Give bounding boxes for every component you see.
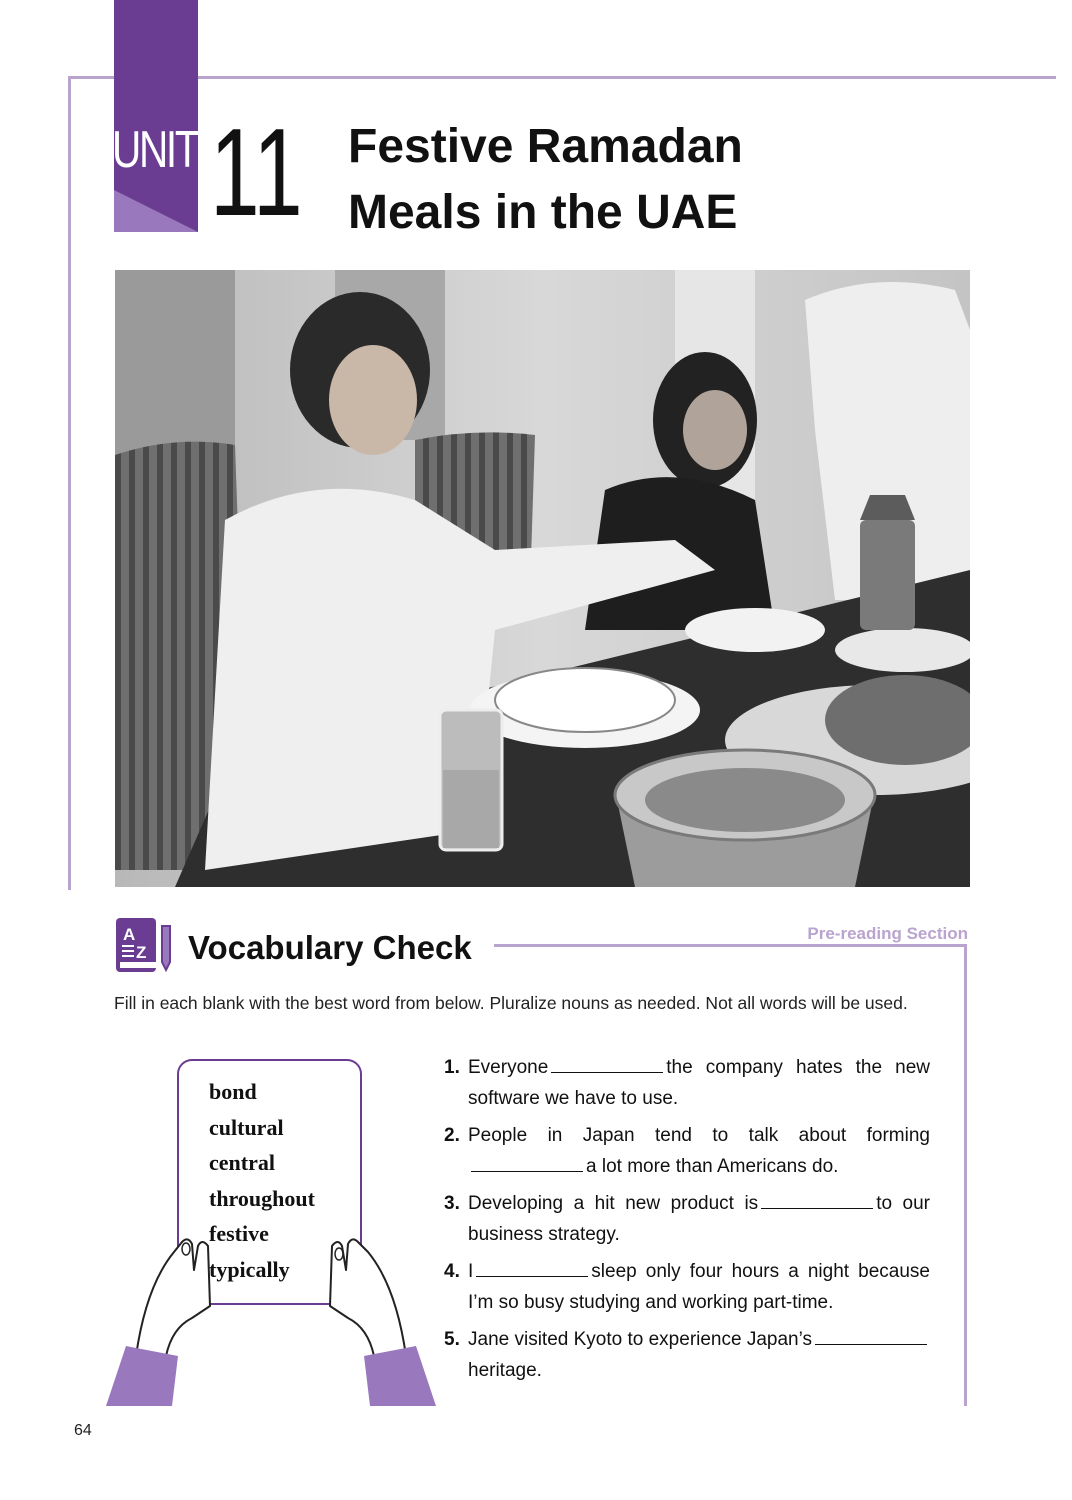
exercise-text-after: to our business strategy. [468, 1193, 930, 1245]
unit-title-line-1: Festive Ramadan [348, 120, 743, 173]
exercise-text-after: the company hates the new software we have to use. [468, 1057, 930, 1109]
word-bond: bond [209, 1079, 257, 1104]
icon-letter-z: Z [136, 943, 147, 962]
unit-number: 11 [210, 104, 303, 242]
instructions: Fill in each blank with the best word from below. Pluralize nouns as needed. Not all words will be used. [114, 993, 908, 1013]
ramadan-meal-photo [115, 270, 970, 887]
exercise-text-before: I [468, 1261, 474, 1282]
word-typically: typically [209, 1256, 290, 1282]
frame-right-line [964, 944, 967, 1406]
unit-banner [114, 0, 198, 232]
answer-blank[interactable] [476, 1275, 588, 1277]
exercise-number: 3. [444, 1193, 460, 1214]
exercise-number: 4. [444, 1261, 460, 1282]
frame-top-line [68, 76, 1056, 79]
exercise-text-after: a lot more than Americans do. [586, 1156, 839, 1177]
vocabulary-heading: Vocabulary Check [188, 929, 472, 966]
word-throughout: throughout [209, 1185, 315, 1211]
exercise-item [444, 1120, 930, 1182]
exercise-item [444, 1188, 930, 1250]
word-bank [209, 1074, 359, 1288]
answer-blank[interactable] [471, 1170, 583, 1172]
answer-blank[interactable] [761, 1207, 873, 1209]
exercise-text-after: sleep only four hours a night because I’m so busy studying and working part-time. [468, 1261, 930, 1313]
word-festive: festive [209, 1221, 269, 1247]
exercise-text-before: People in Japan tend to talk about forming [468, 1125, 930, 1146]
exercise-text-after: heritage. [468, 1360, 542, 1381]
exercise-list [444, 1052, 930, 1392]
unit-title-line-2: Meals in the UAE [348, 186, 738, 239]
exercise-text-before: Jane visited Kyoto to experience Japan’s [468, 1329, 812, 1350]
word-cultural: cultural [209, 1114, 284, 1140]
exercise-number: 2. [444, 1125, 460, 1146]
unit-label: UNIT [112, 121, 198, 179]
vocabulary-book-icon [114, 916, 176, 976]
exercise-item [444, 1256, 930, 1318]
unit-title [348, 114, 948, 246]
exercise-number: 1. [444, 1057, 460, 1078]
exercise-number: 5. [444, 1329, 460, 1350]
section-label: Pre-reading Section [807, 924, 968, 943]
exercise-text-before: Developing a hit new product is [468, 1193, 759, 1214]
icon-letter-a: A [123, 925, 136, 944]
word-central: central [209, 1150, 275, 1176]
frame-left-line [68, 76, 71, 890]
answer-blank[interactable] [551, 1071, 663, 1073]
vocabulary-rule [494, 944, 967, 947]
exercise-item [444, 1324, 930, 1386]
exercise-text-before: Everyone [468, 1057, 549, 1078]
page-number: 64 [74, 1422, 92, 1439]
answer-blank[interactable] [815, 1343, 927, 1345]
exercise-item [444, 1052, 930, 1114]
